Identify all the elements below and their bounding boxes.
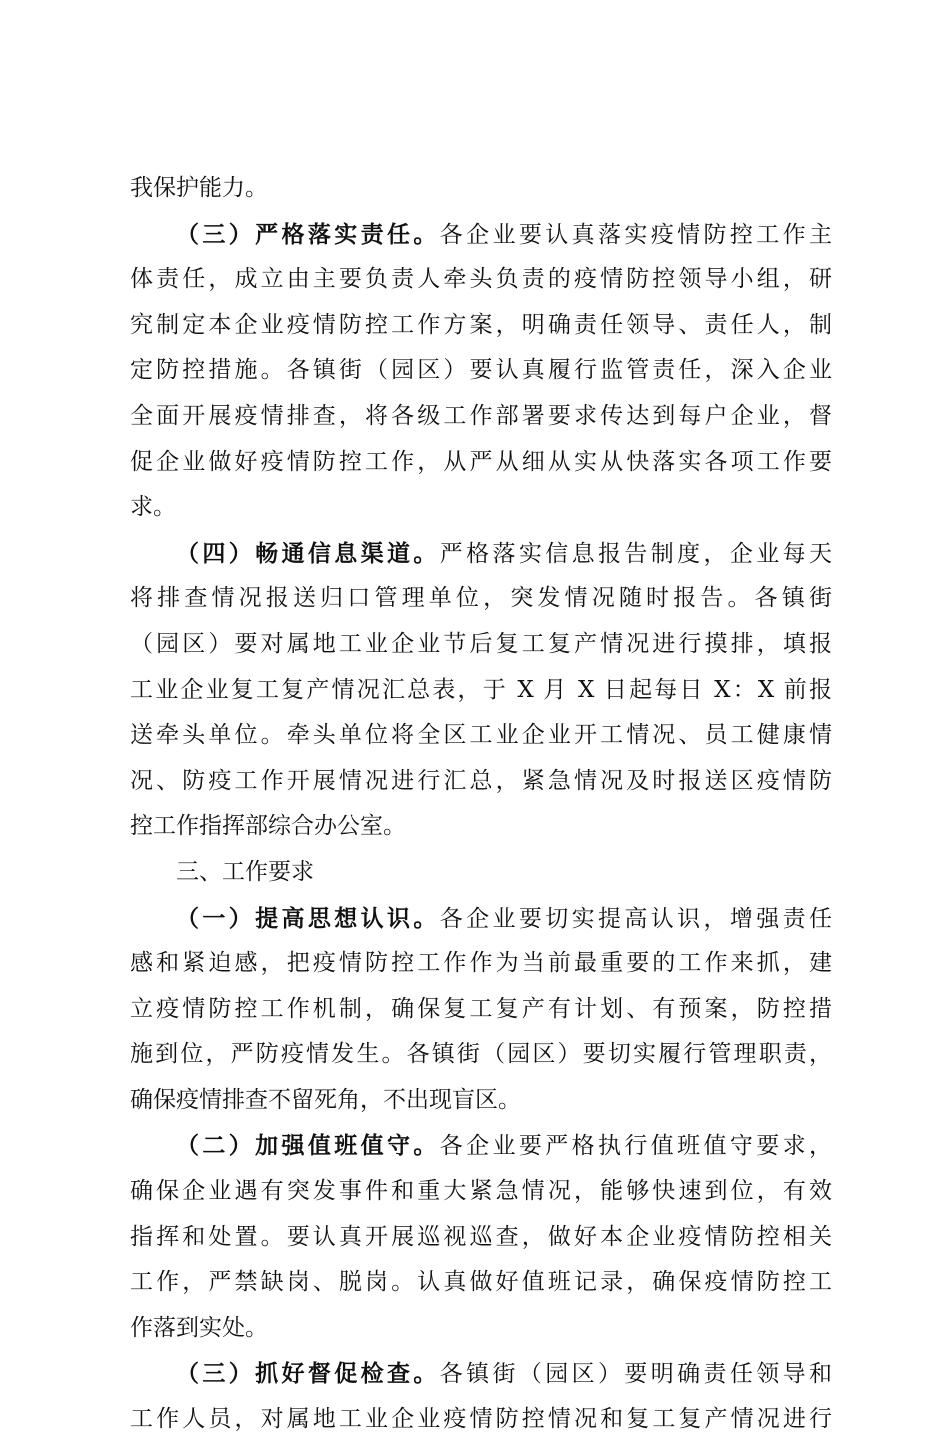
- item-3-first-line: [130, 212, 832, 258]
- req-1-line: 施到位，严防疫情发生。各镇街（园区）要切实履行管理职责，: [130, 1041, 832, 1068]
- req-3-first-rest: 各镇街（园区）要明确责任领导和: [439, 1361, 832, 1388]
- item-4-line: 工业企业复工复产情况汇总表，于 X 月 X 日起每日 X：X 前报: [130, 676, 832, 703]
- req-2-lead: （二）加强值班值守。: [176, 1132, 440, 1160]
- item-4-line: 送牵头单位。牵头单位将全区工业企业开工情况、员工健康情: [130, 722, 832, 749]
- req-3-first-line: [130, 1351, 832, 1397]
- item-4-line: （园区）要对属地工业企业节后复工复产情况进行摸排，填报: [130, 630, 832, 657]
- paragraph-end-line: 我保护能力。: [130, 175, 268, 201]
- req-2-first-rest: 各企业要严格执行值班值守要求，: [439, 1133, 832, 1160]
- req-1-line: 立疫情防控工作机制，确保复工复产有计划、有预案，防控措: [130, 995, 832, 1022]
- item-3-line: 定防控措施。各镇街（园区）要认真履行监管责任，深入企业: [130, 357, 832, 384]
- item-3-line: 体责任，成立由主要负责人牵头负责的疫情防控领导小组，研: [130, 266, 832, 293]
- req-3-line: 工作人员，对属地工业企业疫情防控情况和复工复产情况进行: [130, 1406, 832, 1433]
- item-4-line: 将排查情况报送归口管理单位，突发情况随时报告。各镇街: [130, 585, 832, 612]
- req-2-line: 确保企业遇有突发事件和重大紧急情况，能够快速到位，有效: [130, 1178, 832, 1205]
- item-3-lead: （三）严格落实责任。: [176, 220, 440, 248]
- item-4-last-line: 控工作指挥部综合办公室。: [130, 813, 406, 840]
- item-3-last-line: 求。: [130, 494, 176, 521]
- item-4-line: 况、防疫工作开展情况进行汇总，紧急情况及时报送区疫情防: [130, 767, 832, 794]
- item-3-first-rest: 各企业要认真落实疫情防控工作主: [439, 221, 832, 248]
- req-1-first-rest: 各企业要切实提高认识，增强责任: [439, 905, 832, 932]
- req-2-line: 指挥和处置。要认真开展巡视巡查，做好本企业疫情防控相关: [130, 1223, 832, 1250]
- req-3-lead: （三）抓好督促检查。: [176, 1360, 440, 1388]
- item-4-lead: （四）畅通信息渠道。: [176, 539, 440, 567]
- item-4-first-rest: 严格落实信息报告制度，企业每天: [439, 540, 832, 567]
- item-3-line: 促企业做好疫情防控工作，从严从细从实从快落实各项工作要: [130, 448, 832, 475]
- req-2-first-line: [130, 1123, 832, 1169]
- section-3-heading: 三、工作要求: [176, 858, 314, 885]
- req-1-line: 感和紧迫感，把疫情防控工作作为当前最重要的工作来抓，建: [130, 950, 832, 977]
- req-1-lead: （一）提高思想认识。: [176, 904, 440, 932]
- item-3-line: 究制定本企业疫情防控工作方案，明确责任领导、责任人，制: [130, 311, 832, 338]
- req-2-line: 工作，严禁缺岗、脱岗。认真做好值班记录，确保疫情防控工: [130, 1269, 832, 1296]
- req-2-last-line: 作落到实处。: [130, 1314, 268, 1341]
- req-1-first-line: [130, 896, 832, 942]
- item-4-first-line: [130, 531, 832, 577]
- document-body: [130, 166, 832, 1443]
- item-3-line: 全面开展疫情排查，将各级工作部署要求传达到每户企业，督: [130, 402, 832, 429]
- req-1-last-line: 确保疫情排查不留死角，不出现盲区。: [130, 1086, 521, 1113]
